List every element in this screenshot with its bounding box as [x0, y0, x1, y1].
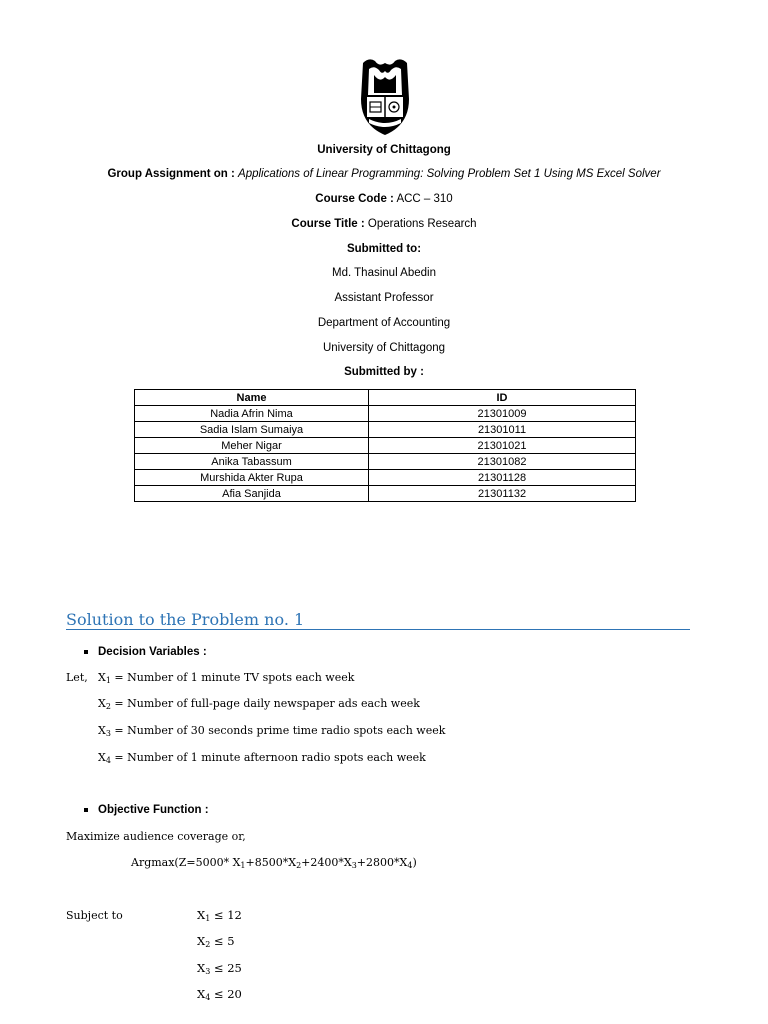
group-assignment-line [0, 167, 768, 181]
solution-heading: Solution to the Problem no. 1 [66, 610, 305, 629]
submitted-to-designation: Assistant Professor [334, 292, 434, 304]
bullet-icon [84, 650, 88, 654]
university-name: University of Chittagong [317, 144, 451, 156]
table-row [135, 454, 636, 470]
course-code-line [0, 192, 768, 206]
constraint-3: $X_3 \le 25$ [197, 961, 242, 976]
member-id: 21301021 [369, 438, 636, 454]
member-name: Anika Tabassum [135, 454, 369, 470]
column-header-id: ID [369, 390, 636, 406]
let-label: Let, [66, 671, 88, 684]
column-header-name: Name [135, 390, 369, 406]
university-logo [355, 55, 415, 137]
decision-var-1: $X_1$ = Number of 1 minute TV spots each week [98, 671, 355, 685]
member-id: 21301082 [369, 454, 636, 470]
course-title-value: Operations Research [367, 218, 477, 230]
member-name: Meher Nigar [135, 438, 369, 454]
member-name: Nadia Afrin Nima [135, 406, 369, 422]
decision-variables-label: Decision Variables : [98, 646, 207, 658]
member-id: 21301009 [369, 406, 636, 422]
table-row [135, 406, 636, 422]
submitted-to-label: Submitted to: [346, 243, 422, 255]
submitted-by-label: Submitted by : [344, 366, 424, 378]
submitted-to-university: University of Chittagong [322, 342, 446, 354]
member-name: Murshida Akter Rupa [135, 470, 369, 486]
group-assignment-label: Group Assignment on : [107, 168, 235, 180]
course-code-label: Course Code : [315, 193, 394, 205]
objective-intro: Maximize audience coverage or, [66, 830, 246, 843]
course-title-label: Course Title : [291, 218, 365, 230]
table-row [135, 470, 636, 486]
submitted-to-name: Md. Thasinul Abedin [332, 267, 436, 279]
table-row [135, 422, 636, 438]
subject-to-label: Subject to [66, 909, 123, 922]
member-id: 21301128 [369, 470, 636, 486]
decision-var-4: $X_4$ = Number of 1 minute afternoon radio spots each week [98, 751, 426, 765]
members-table [134, 389, 636, 502]
submitted-to-department: Department of Accounting [317, 317, 451, 329]
member-id: 21301132 [369, 486, 636, 502]
member-name: Afia Sanjida [135, 486, 369, 502]
constraint-2: $X_2 \le 5$ [197, 934, 235, 949]
member-name: Sadia Islam Sumaiya [135, 422, 369, 438]
table-header-row [135, 390, 636, 406]
objective-function-label: Objective Function : [98, 804, 209, 816]
table-row [135, 438, 636, 454]
heading-underline [66, 629, 690, 630]
member-id: 21301011 [369, 422, 636, 438]
constraint-1: $X_1 \le 12$ [197, 908, 242, 923]
group-assignment-title: Applications of Linear Programming: Solving Problem Set 1 Using MS Excel Solver [238, 168, 661, 180]
course-code-value: ACC – 310 [396, 193, 453, 205]
objective-equation: Argmax(Z=5000* $X_1+8500*X_2+2400*X_3+2800*X_4$) [131, 856, 417, 870]
decision-var-2: $X_2$ = Number of full-page daily newspaper ads each week [98, 697, 420, 711]
decision-var-3: $X_3$ = Number of 30 seconds prime time radio spots each week [98, 724, 446, 738]
course-title-line [0, 217, 768, 231]
bullet-icon [84, 808, 88, 812]
table-row [135, 486, 636, 502]
constraint-4: $X_4 \le 20$ [197, 987, 242, 1002]
